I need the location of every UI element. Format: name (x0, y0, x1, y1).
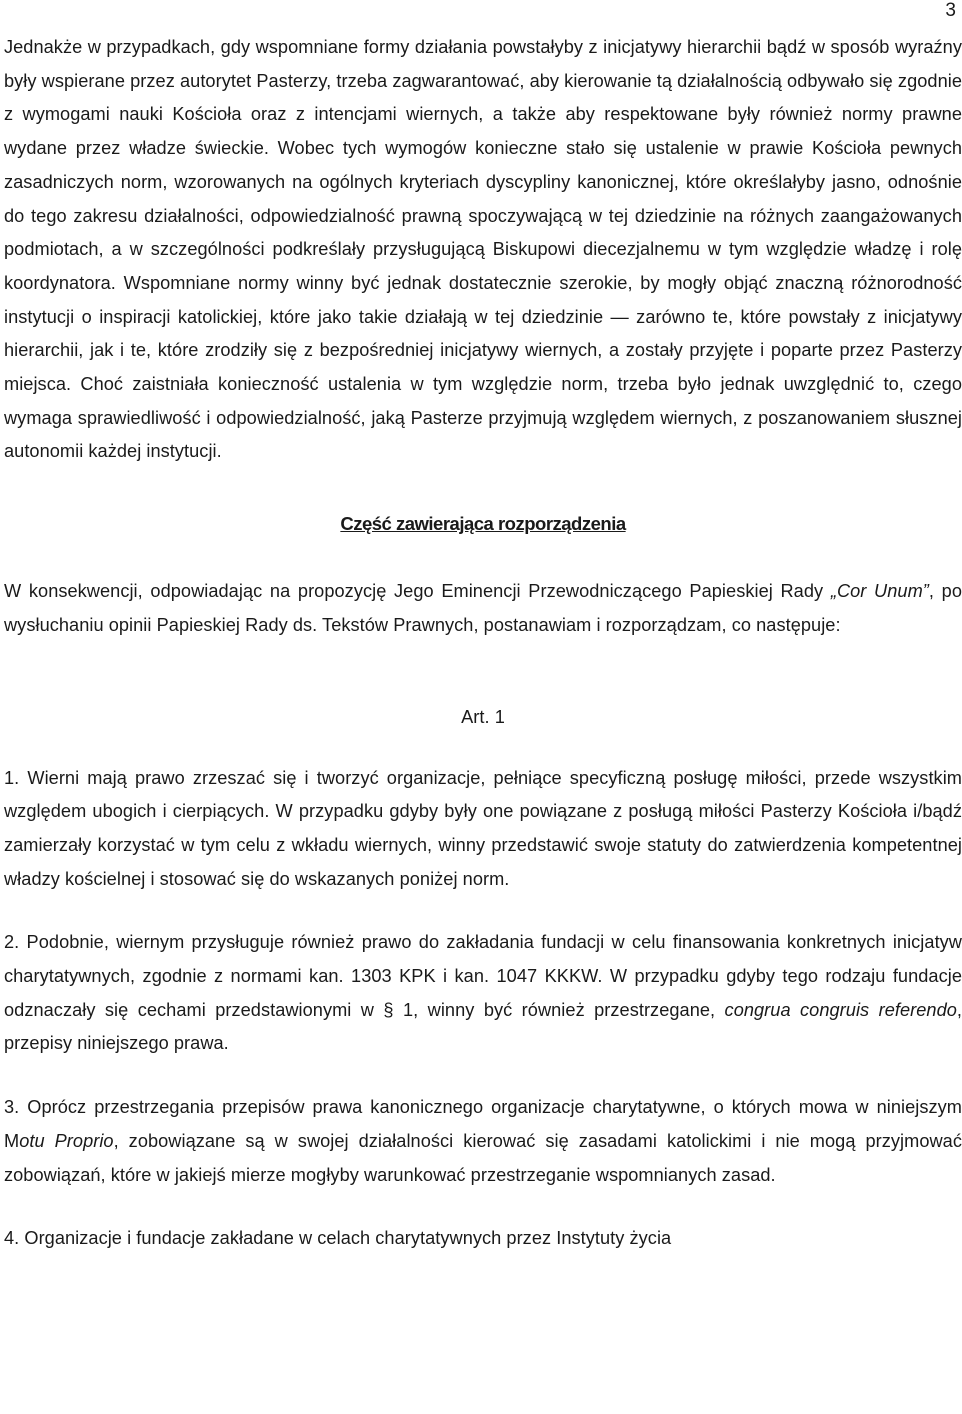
article-point-4: 4. Organizacje i fundacje zakładane w celach charytatywnych przez Instytuty życia (4, 1228, 672, 1249)
point-2-text-2: , przepisy niniejszego prawa. (4, 999, 962, 1054)
point-3-motu-proprio: otu Proprio (19, 1130, 114, 1151)
point-2-latin-phrase: congrua congruis referendo (724, 999, 957, 1020)
point-2-text-1: 2. Podobnie, wiernym przysługuje również prawo do zakładania fundacji w celu finansowania konkretnych inicjatyw charytatywnych, zgodnie z normami kan. 1303 KPK i kan. 1047 KKKW. W przypadku gdyby tego rodzaju fundacje odznaczały się cechami przedstawionymi w § 1, winny być również przestrzegane, (4, 932, 962, 1020)
decree-paragraph (4, 575, 962, 642)
decree-text-1: W konsekwencji, odpowiadając na propozycję Jego Eminencji Przewodniczącego Papieskiej Rady (4, 581, 831, 602)
decree-text-2: , po wysłuchaniu opinii Papieskiej Rady ds. Tekstów Prawnych, postanawiam i rozporządzam, co następuje: (4, 581, 962, 635)
section-heading: Część zawierająca rozporządzenia (340, 513, 626, 535)
article-point-3 (4, 1091, 962, 1192)
cor-unum-title: Cor Unum (836, 581, 923, 602)
article-point-2 (4, 926, 962, 1061)
quote-open: „ (830, 581, 837, 602)
point-3-text-1: 3. Oprócz przestrzegania przepisów prawa kanonicznego organizacje charytatywne, o których mowa w niniejszym M (4, 1097, 962, 1151)
article-point-1: 1. Wierni mają prawo zrzeszać się i tworzyć organizacje, pełniące specyficzną posługę miłości, przede wszystkim względem ubogich i cierpiących. W przypadku gdyby były one powiązane z posługą miłości Pasterzy Kościoła i/bądź zamierzały korzystać w tym celu z wkładu wiernych, winny przedstawić swoje statuty do zatwierdzenia kompetentnej władzy kościelnej i stosować się do wskazanych poniżej norm. (4, 767, 962, 889)
point-3-text-2: , zobowiązane są w swojej działalności kierować się zasadami katolickimi i nie mogą przyjmować zobowiązań, które w jakiejś mierze mogłyby warunkować przestrzeganie wspomnianych zasad. (4, 1130, 962, 1185)
intro-paragraph: Jednakże w przypadkach, gdy wspomniane formy działania powstałyby z inicjatywy hierarchii bądź w sposób wyraźny były wspierane przez autorytet Pasterzy, trzeba zagwarantować, aby kierowanie tą działalnością odbywało się zgodnie z wymogami nauki Kościoła oraz z intencjami wiernych, a także aby respektowane były również normy prawne wydane przez władze świeckie. Wobec tych wymogów konieczne stało się ustalenie w prawie Kościoła pewnych zasadniczych norm, wzorowanych na ogólnych kryteriach dyscypliny kanonicznej, które określałyby jasno, odnośnie do tego zakresu działalności, odpowiedzialność prawną spoczywającą w tej dziedzinie na różnych zaangażowanych podmiotach, a w szczególności podkreślały przysługującą Biskupowi diecezjalnemu w tym względzie władzę i rolę koordynatora. Wspomniane normy winny być jednak dostatecznie szerokie, by mogły objąć znaczną różnorodność instytucji o inspiracji katolickiej, które jako takie działają w tej dziedzinie — zarówno te, które powstały z inicjatywy hierarchii, jak i te, które zrodziły się z bezpośredniej inicjatywy wiernych, a zostały przyjęte i poparte przez Pasterzy miejsca. Choć zaistniała konieczność ustalenia w tym względzie norm, trzeba było jednak uwzględnić to, czego wymaga sprawiedliwość i odpowiedzialność, jaką Pasterze przyjmują względem wiernych, z poszanowaniem słusznej autonomii każdej instytucji. (4, 37, 962, 462)
page-number: 3 (945, 0, 956, 21)
article-title: Art. 1 (461, 706, 505, 727)
quote-close: ” (922, 581, 929, 602)
document-body (4, 31, 962, 1256)
